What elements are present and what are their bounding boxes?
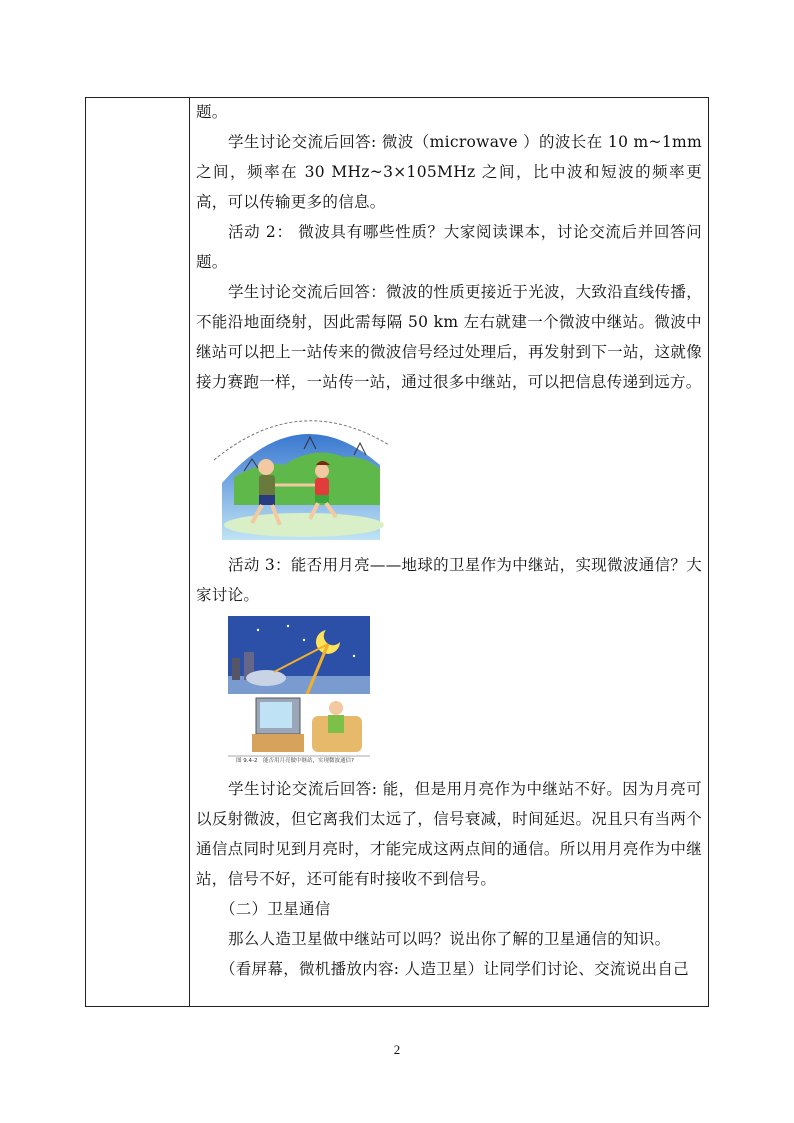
figure-caption: 图 9.4-2 能否用月亮做中继站，实现微波通信? [236, 758, 354, 764]
paragraph-satellite-question: 那么人造卫星做中继站可以吗？说出你了解的卫星通信的知识。 [228, 930, 671, 948]
moon-relay-illustration [228, 616, 370, 766]
paragraph-microwave-answer: 学生讨论交流后回答: 微波（microwave ）的波长在 10 m~1mm 之间，频率在 30 MHz~3×105MHz 之间，比中波和短波的频率更高，可以传输更多的信息。 [196, 133, 702, 211]
paragraph-screen-activity: （看屏幕，微机播放内容: 人造卫星）让同学们讨论、交流说出自己 [220, 960, 689, 978]
paragraph-activity-3: 活动 3：能否用月亮——地球的卫星作为中继站，实现微波通信？大家讨论。 [196, 556, 702, 604]
paragraph-microwave-properties: 学生讨论交流后回答：微波的性质更接近于光波，大致沿直线传播，不能沿地面绕射，因此需每隔 50 km 左右就建一个微波中继站。微波中继站可以把上一站传来的微波信号经过处理后，再发射到下一站，这就像接力赛跑一样，一站传一站，通过很多中继站，可以把信息传递到远方。 [196, 283, 703, 391]
content-cell [196, 97, 702, 984]
paragraph-continuation: 题。 [196, 103, 228, 121]
table-column-divider [189, 97, 190, 1007]
relay-race-illustration [204, 405, 390, 540]
section-heading-satellite: （二）卫星通信 [220, 900, 331, 918]
relay-race-image [204, 405, 390, 540]
moon-relay-image [228, 616, 370, 766]
paragraph-moon-answer: 学生讨论交流后回答: 能，但是用月亮作为中继站不好。因为月亮可以反射微波，但它离我们太远了，信号衰减，时间延迟。况且只有当两个通信点同时见到月亮时，才能完成这两点间的通信。所以用月亮作为中继站，信号不好，还可能有时接收不到信号。 [196, 780, 702, 888]
paragraph-activity-2: 活动 2： 微波具有哪些性质？大家阅读课本，讨论交流后并回答问题。 [196, 223, 702, 271]
page-number: 2 [393, 1042, 401, 1057]
